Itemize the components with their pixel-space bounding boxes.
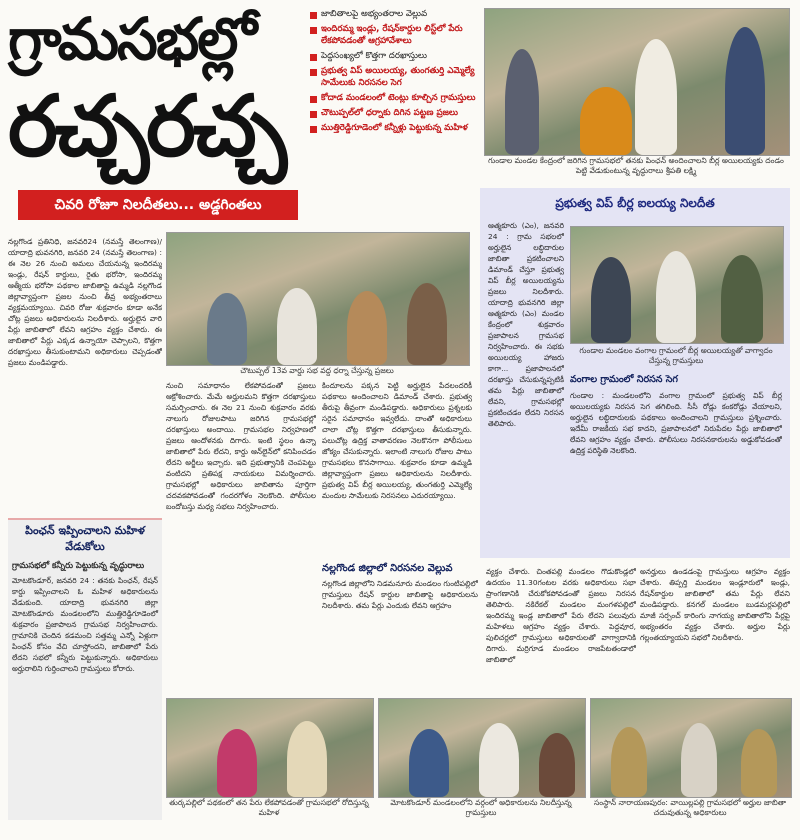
pension-story (8, 518, 162, 820)
photo-bottom-3 (590, 698, 792, 798)
list-item: చౌటుప్పల్‌లో ధర్నాకు దిగిన పట్టణ ప్రజలు (310, 107, 480, 119)
bullet-square-icon (310, 69, 317, 76)
pension-headline: పింఛన్ ఇప్పించాలని మహిళ వేడుకోలు (25, 524, 145, 553)
list-item: జాబితాలపై అభ్యంతరాల వెల్లువ (310, 8, 480, 20)
sidebar-box (480, 188, 790, 558)
headline-line-2: రచ్చరచ్చ (8, 77, 285, 175)
photo-middle (166, 232, 470, 366)
pension-subhead: గ్రామసభలో కన్నీరు పెట్టుకున్న వృద్ధురాలు (12, 560, 145, 570)
caption-middle: చౌటుప్పల్ 13వ వార్డు సభ వద్ద ధర్నా చేస్తున్న ప్రజలు (240, 366, 394, 375)
article-mid-a: వ్యక్తం చేశారు. చింతపల్లి మండలం గొడుకొండ్లలో ఉదయం 11.30గంటల వరకు అధికారులు సభా ప్రాంగణానికి చేరుకోకపోవడంతో ప్రజలు నిరసన తెలిపారు. నకిరేకల్ మండలం మంగళపల్లిలో ఇందిరమ్మ ఇండ్ల జాబితాలో పేరు లేదని పలువురు మహిళలు ఆగ్రహం వ్యక్తం చేశారు. పెద్దవూర, పులిచర్లలో గ్రామస్తులు అధికారులతో వాగ్వాదానికి దిగారు. మర్రిగూడ మండలం రాజపేటతండాలో జాబితాలో (486, 567, 636, 664)
headline-banner: చివరి రోజూ నిలదీతలు... అడ్డగింతలు (18, 190, 298, 220)
article-mid-b: అనర్హులు ఉండడంపై గ్రామస్తులు ఆగ్రహం వ్యక్తం చేశారు. తిప్పర్తి మండలం ఇండ్లూరులో ఇండ్లు, రేషన్‌కార్డుల జాబితాలో తమ పేర్లు లేవని మండిపడ్డారు. కనగల్ మండలం బుడమర్లపల్లిలో మాజీ సర్పంచ్ కారింగు నాగయ్య జాబితాలోని పేర్లపై అభ్యంతరం వ్యక్తం చేశారు. అర్హుల పేర్లు గల్లంతయ్యాయని సభలో నిలదీశారు. (640, 567, 790, 642)
bullet-square-icon (310, 27, 317, 34)
photo-box (570, 226, 784, 344)
bullet-square-icon (310, 126, 317, 133)
article-lead: నల్లగొండ ప్రతినిధి, జనవరి24 (నమస్తే తెలంగాణ)/యాదాద్రి భువనగిరి, జనవరి 24 (నమస్తే తెలంగాణ) : ఈ నెల 26 నుంచి అమలు చేయనున్న ఇందిరమ్మ ఇండ్లు, రేషన్ కార్డులు, రైతు భరోసా, ఇందిరమ్మ ఆత్మీయ భరోసా పథకాల జాబితాపై ఉమ్మడి నల్లగొండ జిల్లావ్యాప్తంగా ప్రజల నుంచి తీవ్ర అభ్యంతరాలు వ్యక్తమయ్యాయి. చివరి రోజు శుక్రవారం కూడా అనేక చోట్ల ప్రజలు అధికారులను నిలదీశారు. అర్హులైన వారి పేర్లు జాబితాలో లేవని ఆగ్రహం వ్యక్తం చేశారు. ఈ జాబితాలో పేర్లు ఎక్కడ ఉన్నాయో చెప్పాలని, కొత్తగా దరఖాస్తులు తీసుకుంటామని అధికారులు చెప్పడంతో ప్రజలు మండిపడ్డారు. (8, 237, 162, 367)
nalgonda-subhead: నల్లగొండ జిల్లాలో నిరసనల వెల్లువ (322, 563, 453, 574)
pension-body: మోటకొండూర్, జనవరి 24 : తనకు పింఛన్, రేషన్ కార్డు ఇప్పించాలని ఓ మహిళ అధికారులను వేడుకుంది. యాదాద్రి భువనగిరి జిల్లా మోటకొండూరు మండలంలోని ముత్తిరెడ్డిగూడెంలో శుక్రవారం ప్రజాపాలన గ్రామసభ నిర్వహించారు. గ్రామానికి చెందిన కడమంచి సత్తమ్మ ఎన్నో ఏళ్లుగా పింఛన్ కోసం వేచి చూస్తోందని, జాబితాలో పేరు లేదని సభలో కన్నీరు పెట్టుకున్నారు. అధికారులు అర్హురాలిని గుర్తించాలని గ్రామస్తులు కోరారు. (12, 576, 158, 673)
box-title: ప్రభుత్వ విప్ బీర్ల ఐలయ్య నిలదీత (555, 196, 715, 210)
caption-bottom-3: సంస్థాన్ నారాయణపురం: వాయిల్లపల్లి గ్రామసభలో అర్హుల జాబితా చదువుతున్న అధికారులు (593, 798, 787, 817)
caption-bottom-1: తుర్కపల్లిలో పథకంలో తన పేరు లేకపోవడంతో గ్రామసభలో రోదిస్తున్న మహిళ (169, 798, 369, 817)
list-item: ముత్తిరెడ్డిగూడెంలో కన్నీళ్లు పెట్టుకున్న మహిళ (310, 122, 480, 134)
bullet-square-icon (310, 12, 317, 19)
bullet-square-icon (310, 111, 317, 118)
article-column-2: నుంచి సమాధానం లేకపోవడంతో ప్రజలు ఆక్రోశించారు. మేమే అర్హులమని కొత్తగా దరఖాస్తులు సమర్పించారు. ఈ నెల 21 నుంచి శుక్రవారం వరకు నాలుగు రోజులపాటు జరిగిన గ్రామసభల్లో దరఖాస్తులు అందాయి. గ్రామసభల నిర్వహణలో ప్రజలు ఆందోళనకు దిగారు. ఇంటి స్థలం ఉన్నా జాబితాలో పేరు లేదని, కార్డు ఆన్‌లైన్‌లో కనిపించడం లేదని అర్జీలు ఇచ్చారు. ఇది ప్రభుత్వానికి చెంపపెట్టు వంటిదని ప్రతిపక్ష నాయకులు విమర్శించారు. గ్రామసభల్లో అధికారులు జాబితాను పూర్తిగా చదవకపోవడంతో గందరగోళం నెలకొంది. పోలీసుల బందోబస్తు మధ్య సభలు నిర్వహించారు. (166, 381, 316, 511)
caption-bottom-2: మోటకొండూర్ మండలంలోని వర్గంలో అధికారులను నిలదీస్తున్న గ్రామస్తులు (390, 798, 572, 817)
list-item: ప్రభుత్వ విప్ అయిలయ్య, తుంగతుర్తి ఎమ్మెల్యే సామేలుకు నిరసనల సెగ (310, 65, 480, 89)
highlights-list (310, 8, 480, 137)
headline-line-1: గ్రామసభల్లో (8, 5, 255, 73)
box-intro: ఆత్మకూరు (ఎం), జనవరి 24 : గ్రామ సభలలో అర్హులైన లబ్ధిదారుల జాబితా ప్రకటించాలని డిమాండ్ చేస్తూ ప్రభుత్వ విప్ బీర్ల అయిలయ్యను ప్రజలు నిలదీశారు. యాదాద్రి భువనగిరి జిల్లా ఆత్మకూరు (ఎం) మండల కేంద్రంలో శుక్రవారం ప్రజాపాలన గ్రామసభ నిర్వహించారు. ఈ సభకు అయిలయ్య హాజరు కాగా... ప్రజాపాలనలో దరఖాస్తు చేసుకున్నప్పటికీ తమ పేర్లు జాబితాలో లేవని, గ్రామసభల్లో ప్రకటించడం లేదని నిరసన తెలిపారు. (488, 221, 564, 428)
caption-box: గుండాల మండలం వంగాల గ్రామంలో బీర్ల అయిలయ్యతో వాగ్వాదం చేస్తున్న గ్రామస్తులు (579, 346, 773, 365)
photo-bottom-1 (166, 698, 374, 798)
list-item: ఇందిరమ్మ ఇండ్లు, రేషన్‌కార్డుల లిస్ట్‌లో పేరు లేకపోవడంతో ఆగ్రహావేశాలు (310, 23, 480, 47)
box-subhead: వంగాల గ్రామంలో నిరసన సెగ (570, 374, 678, 385)
bullet-square-icon (310, 54, 317, 61)
headline (8, 4, 308, 194)
article-column-3: కిందూలను పక్కన పెట్టి అర్హులైన పేదలందరికీ పథకాలు అందించాలని డిమాండ్ చేశారు. ప్రభుత్వ తీరుపై తీవ్రంగా మండిపడ్డారు. అధికారులు ప్రశ్నలకు సరైన సమాధానం ఇవ్వలేదు. దాంతో అధికారులు చాలా చోట్ల కొత్తగా దరఖాస్తులు తీసుకున్నారు. పలుచోట్ల ఉద్రిక్త వాతావరణం నెలకొనగా పోలీసులు జోక్యం చేసుకున్నారు. ఇలాంటి నాలుగు రోజుల పాటు గ్రామసభలు కొనసాగాయి. శుక్రవారం కూడా ఉమ్మడి జిల్లావ్యాప్తంగా ప్రజలు అధికారులను నిలదీశారు. ప్రభుత్వ విప్ బీర్ల అయిలయ్య, తుంగతుర్తి ఎమ్మెల్యే మందుల సామేలుకు నిరసనలు ఎదురయ్యాయి. (322, 381, 472, 500)
photo-bottom-2 (378, 698, 586, 798)
list-item: పెద్దసంఖ్యలో కొత్తగా దరఖాస్తులు (310, 50, 480, 62)
photo-top-right (484, 8, 790, 156)
bullet-square-icon (310, 96, 317, 103)
caption-top-right: గుండాల మండల కేంద్రంలో జరిగిన గ్రామసభలో తనకు పింఛన్ అందించాలని బీర్ల అయిలయ్యకు దండం పెట్టి వేడుకుంటున్న వృద్ధురాలు శ్రీపతి లక్ష్మి (488, 156, 784, 175)
nalgonda-body: నల్లగొండ జిల్లాలోని నిడమనూరు మండలం గుంటిపల్లిలో గ్రామస్తులు రేషన్ కార్డుల జాబితాపై అధికారులను నిలదీశారు. తమ పేర్లు ఎందుకు లేవని ఆగ్రహం (322, 579, 478, 610)
list-item: కోదాడ మండలంలో టెంట్లు కూల్చిన గ్రామస్తులు (310, 92, 480, 104)
box-body: గుండాల : మండలంలోని వంగాల గ్రామంలో ప్రభుత్వ విప్ బీర్ల అయిలయ్యకు నిరసన సెగ తగిలింది. సీసీ రోడ్లు కంకరోడ్లు వేయాలని, అర్హులైన లబ్ధిదారులకు పథకాలు అందించాలని గ్రామస్తులు ప్రశ్నించారు. ఇదేమీ రాజకీయ సభ కాదని, ప్రజాపాలనలో నిరుపేదల పేర్లు జాబితాలో లేవని ఆగ్రహం వ్యక్తం చేశారు. పోలీసులు నిరసనకారులను అడ్డుకోవడంతో ఉద్రిక్త పరిస్థితి నెలకొంది. (570, 391, 782, 455)
